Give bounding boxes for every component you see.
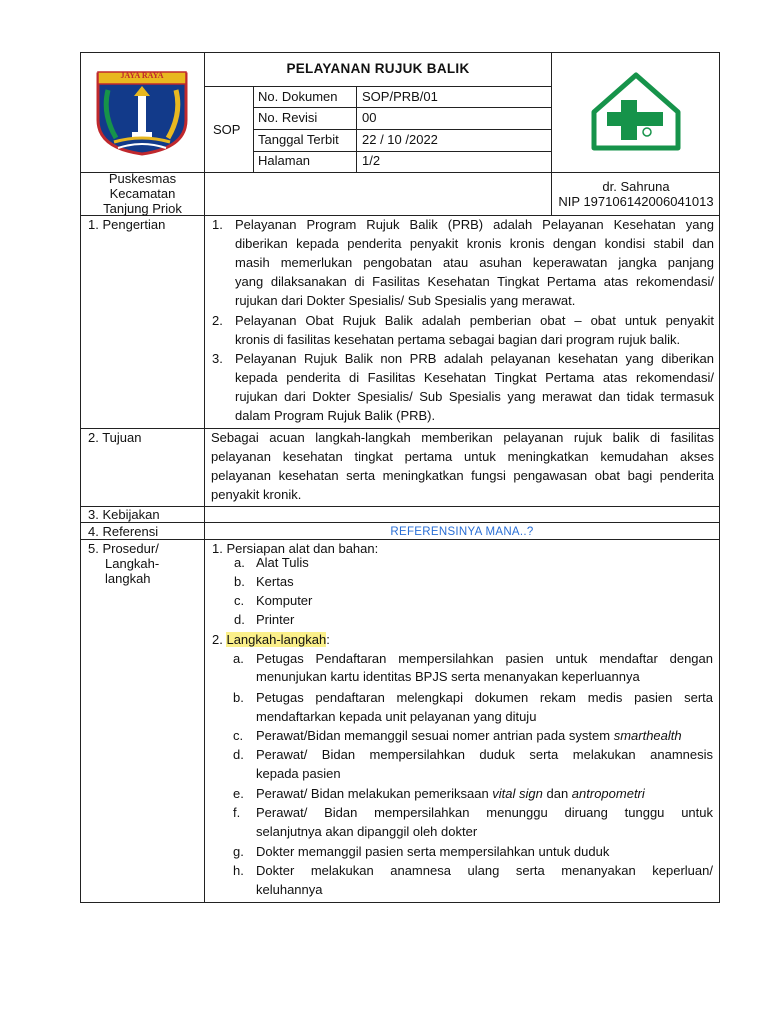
org-name-line-2: Kecamatan — [109, 186, 176, 201]
section-label-referensi: 4. Referensi — [88, 524, 159, 539]
pengertian-item-3-num: 3. — [212, 351, 223, 366]
step1-item-letter: c. — [234, 593, 245, 608]
section-label-prosedur: 5. Prosedur/ — [88, 541, 159, 556]
step2-item-e-text: Perawat/ Bidan melakukan pemeriksaan — [256, 786, 493, 801]
pengertian-item-3-line: kepada penderita di Fasilitas Kesehatan Tingkat Pertama atas rekomendasi/ — [235, 370, 714, 385]
step2-item-f-line: selanjutnya akan dipanggil oleh dokter — [256, 824, 478, 839]
step2-item-c-italic: smarthealth — [613, 728, 682, 743]
step2-item-b-line: mendaftarkan kepada unit pelayanan yang dituju — [256, 709, 537, 724]
step2-item-f-line: Perawat/ Bidan mempersilahkan menunggu diruang tunggu untuk — [256, 805, 713, 820]
pengertian-item-3-line: rujukan dari Dokter Spesialis/ Sub Spesialis yang merawat dan tidak termasuk — [235, 389, 714, 404]
field-value-halaman: 1/2 — [362, 153, 381, 168]
section-label-kebijakan: 3. Kebijakan — [88, 507, 160, 522]
step2-item-e-line — [256, 786, 645, 801]
step1-item-text: Komputer — [256, 593, 313, 608]
tujuan-line: pelayanan kesehatan tingkat pertama untuk meningkatkan kemudahan akses — [211, 449, 714, 464]
section-label-tujuan: 2. Tujuan — [88, 430, 142, 445]
step1-item-letter: a. — [234, 555, 245, 570]
section-label-prosedur: langkah — [105, 571, 151, 586]
step2-item-letter: f. — [233, 805, 241, 820]
pengertian-item-2-line: kronis di fasilitas kesehatan pertama sebagai bagian dari program rujuk balik. — [235, 332, 681, 347]
step2-item-letter: g. — [233, 844, 244, 859]
step2-item-e-italic: antropometri — [571, 786, 645, 801]
step1-item-text: Printer — [256, 612, 295, 627]
step2-item-a-line: Petugas Pendaftaran mempersilahkan pasien untuk mendaftar dengan — [256, 651, 713, 666]
tujuan-line: Sebagai acuan langkah-langkah memberikan pelayanan rujuk balik di fasilitas — [211, 430, 714, 445]
logo-banner-text: JAYA RAYA — [120, 71, 164, 80]
org-name-line-1: Puskesmas — [108, 171, 177, 186]
pengertian-item-2-line: Pelayanan Obat Rujuk Balik adalah pemberian obat – obat untuk penyakit — [235, 313, 714, 328]
step2-item-letter: b. — [233, 690, 244, 705]
step2-item-h-line: Dokter melakukan anamnesa ulang serta menanyakan keperluan/ — [256, 863, 713, 878]
jaya-raya-crest-logo — [94, 68, 190, 156]
step2-number: 2. — [212, 632, 223, 647]
step2-item-c-text: Perawat/Bidan memanggil sesuai nomer antrian pada system — [256, 728, 614, 743]
page-title: PELAYANAN RUJUK BALIK — [286, 61, 470, 76]
puskesmas-logo — [591, 72, 681, 152]
step2-item-letter: h. — [233, 863, 244, 878]
step2-item-g-line: Dokter memanggil pasien serta mempersilahkan untuk duduk — [256, 844, 610, 859]
section-label-prosedur: Langkah- — [105, 556, 160, 571]
prosedur-step1-title: 1. Persiapan alat dan bahan: — [212, 541, 379, 556]
prosedur-step2-title — [212, 632, 330, 647]
field-label-tanggal-terbit: Tanggal Terbit — [258, 132, 339, 147]
section-label-pengertian: 1. Pengertian — [88, 217, 166, 232]
pengertian-item-2-num: 2. — [212, 313, 223, 328]
step1-item-text: Kertas — [256, 574, 294, 589]
tujuan-line: pelayanan kesehatan serta meningkatkan fungsi pengawasan obat bagi penderita — [211, 468, 714, 483]
pengertian-item-1-line: Pelayanan Program Rujuk Balik (PRB) adalah Pelayanan Kesehatan yang — [235, 217, 714, 232]
step2-item-c-line — [256, 728, 682, 743]
step2-item-h-line: keluhannya — [256, 882, 323, 897]
referensi-value: REFERENSINYA MANA..? — [390, 526, 534, 538]
sop-label: SOP — [213, 122, 241, 137]
step2-item-letter: a. — [233, 651, 244, 666]
step2-highlighted-title: Langkah-langkah — [226, 632, 327, 647]
field-label-no-revisi: No. Revisi — [258, 110, 318, 125]
pengertian-item-1-line: rujukan dari Dokter Spesialis/ Sub Spesialis yang merawat. — [235, 293, 576, 308]
step2-item-d-line: Perawat/ Bidan mempersilahkan duduk serta melakukan anamnesis — [256, 747, 713, 762]
pengertian-item-1-num: 1. — [212, 217, 223, 232]
signer-name: dr. Sahruna — [602, 179, 670, 194]
pengertian-item-1-line: diberikan kepada penderita penyakit kronis kronis dengan kondisi stabil dan — [235, 236, 714, 251]
step2-item-a-line: menunjukan kartu identitas BPJS serta menanyakan keperluannya — [256, 669, 640, 684]
pengertian-item-1-line: masih memerlukan pengobatan atau asuhan keperawatan jangka panjang — [235, 255, 714, 270]
step2-item-e-italic: vital sign — [492, 786, 543, 801]
step1-item-letter: b. — [234, 574, 245, 589]
pengertian-item-3-line: Pelayanan Rujuk Balik non PRB adalah pelayanan kesehatan yang diberikan — [235, 351, 714, 366]
field-label-halaman: Halaman — [258, 153, 311, 168]
step2-item-d-line: kepada pasien — [256, 766, 341, 781]
step1-item-text: Alat Tulis — [256, 555, 309, 570]
step2-item-letter: c. — [233, 728, 244, 743]
pengertian-item-3-line: dalam Program Rujuk Balik (PRB). — [235, 408, 436, 423]
field-value-no-revisi: 00 — [362, 110, 377, 125]
step2-item-b-line: Petugas pendaftaran melengkapi dokumen rekam medis pasien serta — [256, 690, 713, 705]
field-value-no-dokumen: SOP/PRB/01 — [362, 89, 438, 104]
step2-item-e-mid: dan — [542, 786, 572, 801]
step2-colon: : — [326, 632, 330, 647]
step2-item-letter: d. — [233, 747, 244, 762]
field-label-no-dokumen: No. Dokumen — [258, 89, 338, 104]
signer-nip: NIP 197106142006041013 — [558, 194, 714, 209]
field-value-tanggal-terbit: 22 / 10 /2022 — [362, 132, 438, 147]
pengertian-item-1-line: yang dilaksanakan di Fasilitas Kesehatan Tingkat Pertama atas rekomendasi/ — [235, 274, 714, 289]
step2-item-letter: e. — [233, 786, 244, 801]
tujuan-line: penyakit kronik. — [211, 487, 302, 502]
step1-item-letter: d. — [234, 612, 245, 627]
org-name-line-3: Tanjung Priok — [103, 201, 182, 216]
